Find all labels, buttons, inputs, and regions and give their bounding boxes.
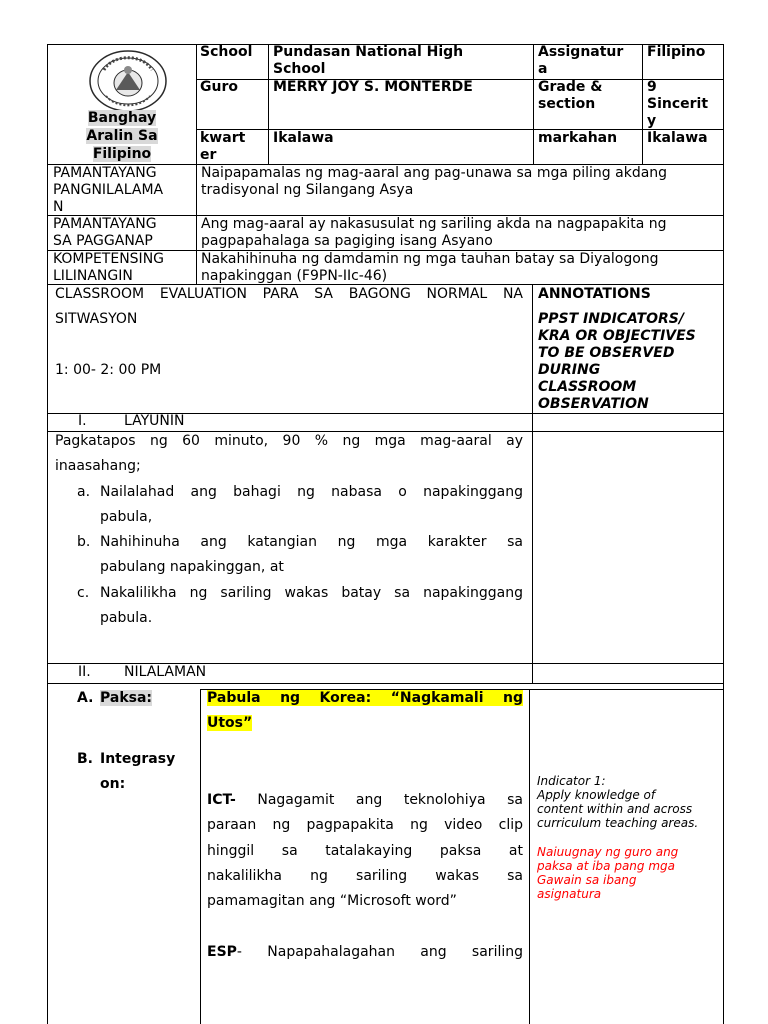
rule	[268, 44, 269, 165]
school-line: Pundasan National High	[273, 44, 464, 60]
grading-value: Ikalawa	[647, 130, 708, 146]
teacher-value: MERRY JOY S. MONTERDE	[273, 79, 473, 95]
topic-label-text: Paksa:	[100, 690, 153, 706]
content-standard-label	[53, 165, 163, 216]
observation-title-cont: SITWASYON	[55, 311, 138, 327]
grade-label-line: section	[538, 96, 596, 112]
value-line: tradisyonal ng Silangang Asya	[201, 182, 414, 198]
competency-value	[201, 251, 659, 285]
objective-marker: a.	[77, 484, 91, 500]
section-2-numeral: II.	[78, 664, 91, 680]
ppst-line: TO BE OBSERVED	[538, 345, 675, 361]
indicator-note	[537, 774, 698, 830]
label-line: LILINANGIN	[53, 268, 133, 284]
ict-line-last: pamamagitan ang “Microsoft word”	[207, 893, 457, 909]
performance-standard-value	[201, 216, 667, 250]
title-line: Aralin Sa	[86, 128, 158, 144]
label-line: N	[53, 199, 64, 215]
indicator-title: Indicator 1:	[537, 774, 606, 788]
grade-label	[538, 79, 602, 113]
section-2-title: NILALAMAN	[124, 664, 207, 680]
objective-b-cont: pabulang napakinggan, at	[100, 559, 284, 575]
quarter-label-line: er	[200, 147, 217, 163]
topic-title	[207, 690, 523, 707]
topic-title-line: Pabula ng Korea: “Nagkamali ng	[207, 690, 523, 706]
rule	[196, 164, 197, 284]
ict-line: nakalilikha ng sariling wakas sa	[207, 868, 523, 884]
integration-label: Integrasy	[100, 751, 176, 767]
ict-integration	[207, 792, 523, 809]
value-line: napakinggan (F9PN-IIc-46)	[201, 268, 388, 284]
esp-integration	[207, 944, 523, 961]
teacher-integration-note	[537, 845, 678, 901]
ict-line: paraan ng pagpapakita ng video clip	[207, 817, 523, 833]
ppst-line: CLASSROOM	[538, 379, 637, 395]
title-line: Filipino	[92, 146, 152, 162]
rule	[529, 689, 724, 690]
school-value	[273, 44, 463, 78]
table-border-right	[723, 44, 724, 1024]
grade-value-line: 9	[647, 79, 657, 95]
ict-text: Nagagamit ang teknolohiya sa	[235, 792, 523, 808]
esp-text: - Napapahalagahan ang sariling	[236, 944, 523, 960]
objectives-intro: Pagkatapos ng 60 minuto, 90 % ng mga mag-aaral ay	[55, 433, 523, 449]
school-label: School	[200, 44, 253, 60]
value-line: Nakahihinuha ng damdamin ng mga tauhan batay sa Diyalogong	[201, 251, 659, 267]
label-line: PAMANTAYANG	[53, 165, 157, 181]
indicator-line: curriculum teaching areas.	[537, 816, 699, 830]
rule	[642, 44, 643, 165]
note-line: Gawain sa ibang	[537, 873, 637, 887]
subject-label-line: Assignatur	[538, 44, 624, 60]
ppst-line: DURING	[538, 362, 601, 378]
ict-label: ICT-	[207, 792, 236, 808]
title-line: Banghay	[87, 110, 157, 126]
note-line: paksa at iba pang mga	[537, 859, 675, 873]
content-standard-value	[201, 165, 667, 199]
objective-c-cont: pabula.	[100, 610, 153, 626]
objective-a-cont: pabula,	[100, 509, 153, 525]
quarter-label	[200, 130, 245, 164]
objective-b: Nahihinuha ang katangian ng mga karakter sa	[100, 534, 523, 550]
integration-label-cont: on:	[100, 776, 126, 792]
integration-marker: B.	[77, 751, 93, 767]
grade-value	[647, 79, 708, 130]
subject-value: Filipino	[647, 44, 706, 60]
value-line: pagpapahalaga sa pagiging isang Asyano	[201, 233, 493, 249]
section-1-numeral: I.	[78, 413, 87, 429]
grade-value-line: Sincerit	[647, 96, 709, 112]
subject-label-line: a	[538, 61, 548, 77]
competency-label	[53, 251, 164, 285]
document-title	[48, 109, 196, 163]
grading-label: markahan	[538, 130, 618, 146]
value-line: Naipapamalas ng mag-aaral ang pag-unawa sa mga piling akdang	[201, 165, 668, 181]
table-border-left	[47, 44, 48, 1024]
rule	[196, 44, 197, 165]
topic-title-line: Utos”	[207, 715, 253, 731]
label-line: KOMPETENSING	[53, 251, 165, 267]
note-line: asignatura	[537, 887, 602, 901]
topic-label	[100, 690, 152, 707]
objective-a: Nailalahad ang bahagi ng nabasa o napakinggang	[100, 484, 523, 500]
indicator-line: Apply knowledge of	[537, 788, 656, 802]
objectives-intro-cont: inaasahang;	[55, 458, 141, 474]
rule	[47, 431, 724, 432]
observation-title: CLASSROOM EVALUATION PARA SA BAGONG NORMAL NA	[55, 286, 523, 302]
deped-seal-logo	[88, 50, 168, 112]
grade-label-line: Grade &	[538, 79, 603, 95]
grade-value-line: y	[647, 113, 657, 129]
performance-standard-label	[53, 216, 157, 250]
ppst-line: PPST INDICATORS/	[538, 311, 684, 327]
topic-marker: A.	[77, 690, 94, 706]
rule	[533, 44, 534, 165]
topic-title-cont	[207, 715, 252, 732]
label-line: SA PAGGANAP	[53, 233, 153, 249]
indicator-line: content within and across	[537, 802, 693, 816]
label-line: PAMANTAYANG	[53, 216, 157, 232]
note-line: Naiuugnay ng guro ang	[537, 845, 679, 859]
quarter-value: Ikalawa	[273, 130, 334, 146]
rule	[529, 689, 530, 1024]
annotations-heading: ANNOTATIONS	[538, 286, 651, 302]
observation-time: 1: 00- 2: 00 PM	[55, 362, 162, 378]
ppst-line: OBSERVATION	[538, 396, 649, 412]
ict-line: hinggil sa tatalakaying paksa at	[207, 843, 523, 859]
value-line: Ang mag-aaral ay nakasusulat ng sariling akda na nagpapakita ng	[201, 216, 667, 232]
ppst-line: KRA OR OBJECTIVES	[538, 328, 696, 344]
objective-c: Nakalilikha ng sariling wakas batay sa napakinggang	[100, 585, 523, 601]
rule	[47, 683, 724, 684]
section-1-title: LAYUNIN	[124, 413, 185, 429]
teacher-label: Guro	[200, 79, 238, 95]
objective-marker: b.	[77, 534, 91, 550]
rule	[532, 284, 533, 684]
subject-label	[538, 44, 623, 78]
esp-label: ESP	[207, 944, 237, 960]
objective-marker: c.	[77, 585, 90, 601]
label-line: PANGNILALAMA	[53, 182, 164, 198]
quarter-label-line: kwart	[200, 130, 246, 146]
rule	[200, 689, 201, 1024]
school-line: School	[273, 61, 326, 77]
ppst-indicators-heading	[538, 311, 696, 413]
